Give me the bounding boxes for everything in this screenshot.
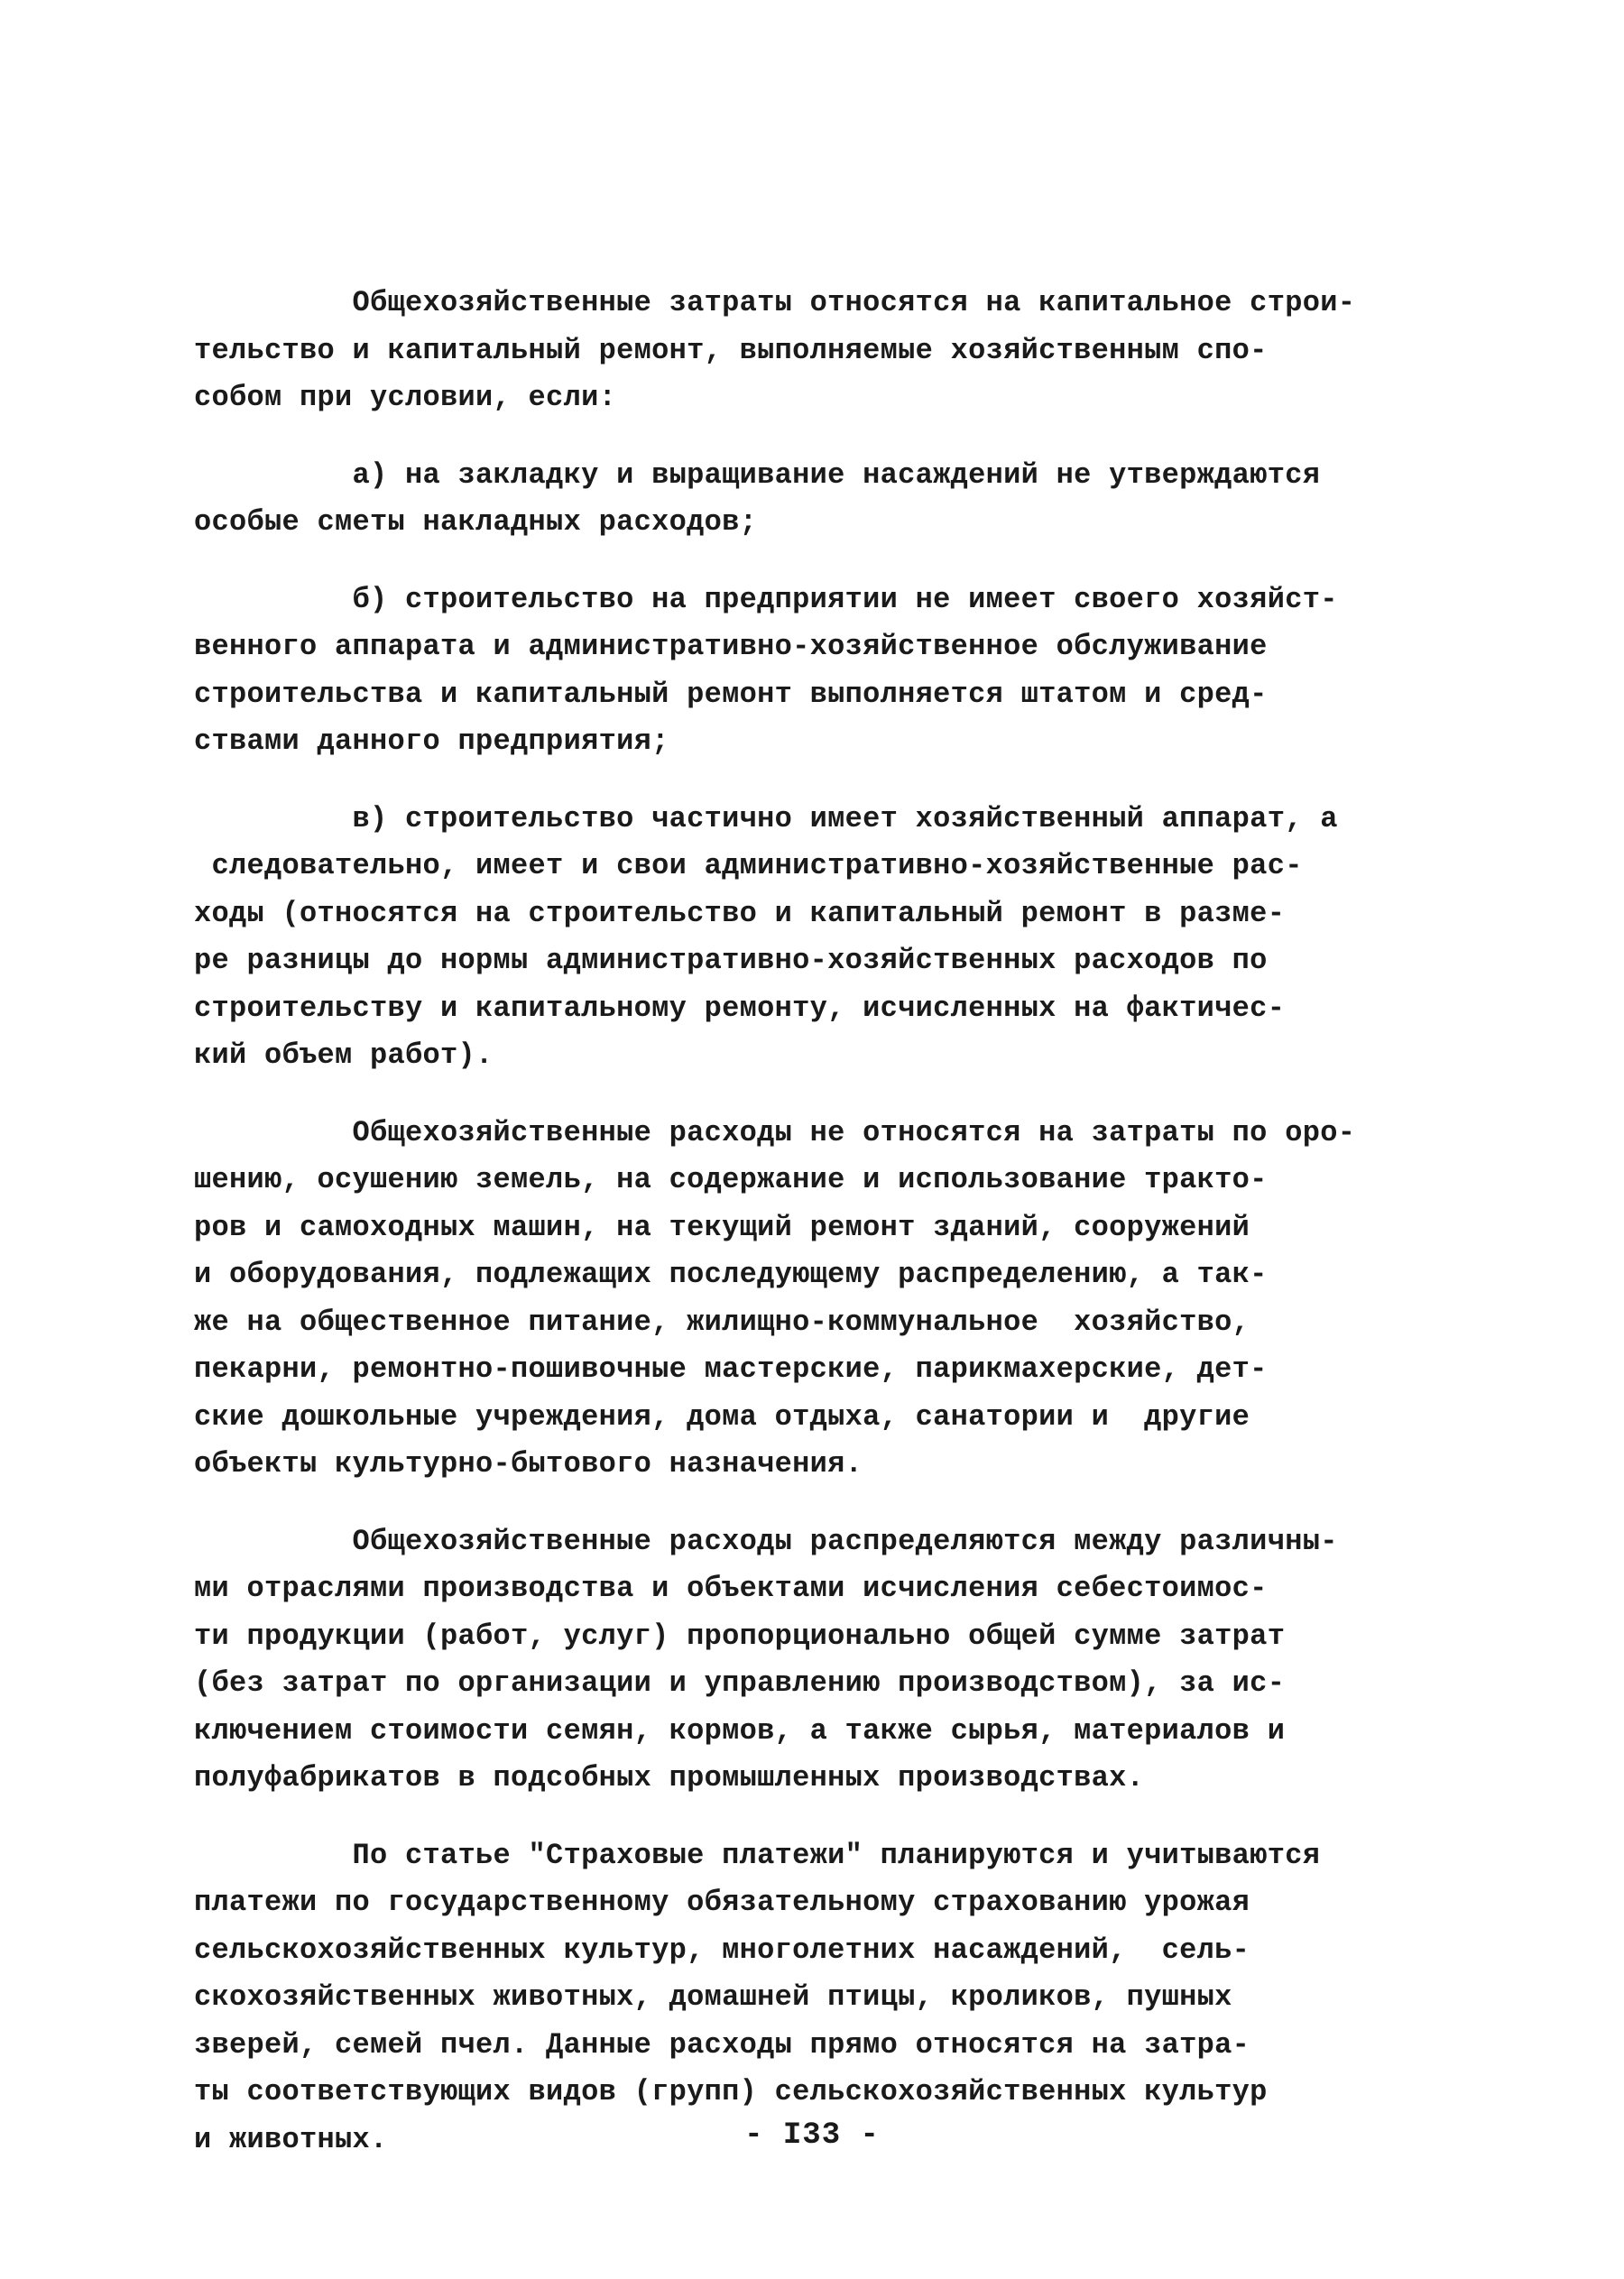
page-number: - I33 - xyxy=(744,2118,880,2153)
paragraph-distribution xyxy=(194,1518,1430,1803)
text-line: шению, осушению земель, на содержание и использование тракто- xyxy=(194,1163,1268,1196)
text-line: кий объем работ). xyxy=(194,1038,494,1072)
text-line: ти продукции (работ, услуг) пропорционально общей сумме затрат xyxy=(194,1619,1286,1653)
text-line: тельство и капитальный ремонт, выполняемые хозяйственным спо- xyxy=(194,333,1268,367)
text-line: По статье "Страховые платежи" планируются и учитываются xyxy=(194,1838,1321,1872)
text-line: ров и самоходных машин, на текущий ремонт зданий, сооружений xyxy=(194,1210,1250,1244)
text-line: особые сметы накладных расходов; xyxy=(194,505,758,539)
paragraph-gap xyxy=(194,766,1430,796)
paragraph-gap xyxy=(194,547,1430,577)
text-line: полуфабрикатов в подсобных промышленных производствах. xyxy=(194,1761,1145,1795)
text-line: ре разницы до нормы административно-хозяйственных расходов по xyxy=(194,944,1268,977)
paragraph-exclusions xyxy=(194,1110,1430,1489)
text-line: следовательно, имеет и свои административно-хозяйственные рас- xyxy=(194,849,1303,882)
text-line: ты соответствующих видов (групп) сельскохозяйственных культур xyxy=(194,2075,1268,2108)
paragraph-gap xyxy=(194,1803,1430,1832)
text-line: и оборудования, подлежащих последующему распределению, а так- xyxy=(194,1258,1268,1291)
text-line: в) строительство частично имеет хозяйственный аппарат, а xyxy=(194,801,1338,835)
text-line: ключением стоимости семян, кормов, а также сырья, материалов и xyxy=(194,1713,1286,1748)
paragraph-item-c xyxy=(194,796,1430,1080)
text-line: Общехозяйственные затраты относятся на капитальное строи- xyxy=(194,286,1356,319)
text-line: платежи по государственному обязательному страхованию урожая xyxy=(194,1886,1250,1919)
text-line: собом при условии, если: xyxy=(194,381,617,414)
paragraph-overhead-allocation-conditions xyxy=(194,280,1430,422)
paragraph-item-b xyxy=(194,577,1430,766)
paragraph-insurance-payments xyxy=(194,1832,1430,2164)
text-line: пекарни, ремонтно-пошивочные мастерские, парикмахерские, дет- xyxy=(194,1352,1268,1386)
text-line: ские дошкольные учреждения, дома отдыха, санатории и другие xyxy=(194,1399,1250,1434)
text-line: Общехозяйственные расходы не относятся на затраты по оро- xyxy=(194,1115,1356,1149)
text-line: а) на закладку и выращивание насаждений не утверждаются xyxy=(194,457,1321,492)
text-line: (без затрат по организации и управлению производством), за ис- xyxy=(194,1666,1286,1700)
text-line: строительства и капитальный ремонт выполняется штатом и сред- xyxy=(194,677,1268,711)
document-body xyxy=(194,280,1430,2164)
text-line: и животных. xyxy=(194,2122,388,2156)
text-line: объекты культурно-бытового назначения. xyxy=(194,1447,863,1481)
text-line: Общехозяйственные расходы распределяются между различны- xyxy=(194,1524,1338,1558)
text-line: б) строительство на предприятии не имеет своего хозяйст- xyxy=(194,582,1338,616)
text-line: ствами данного предприятия; xyxy=(194,724,669,758)
paragraph-gap xyxy=(194,1080,1430,1110)
text-line: зверей, семей пчел. Данные расходы прямо относятся на затра- xyxy=(194,2027,1250,2062)
text-line: строительству и капитальному ремонту, исчисленных на фактичес- xyxy=(194,991,1286,1025)
text-line: скохозяйственных животных, домашней птицы, кроликов, пушных xyxy=(194,1980,1232,2014)
paragraph-gap xyxy=(194,1489,1430,1518)
text-line: ми отраслями производства и объектами исчисления себестоимос- xyxy=(194,1572,1268,1605)
text-line: ходы (относятся на строительство и капитальный ремонт в разме- xyxy=(194,896,1286,930)
text-line: сельскохозяйственных культур, многолетних насаждений, сель- xyxy=(194,1933,1250,1967)
paragraph-item-a xyxy=(194,452,1430,547)
paragraph-gap xyxy=(194,422,1430,452)
text-line: же на общественное питание, жилищно-коммунальное хозяйство, xyxy=(194,1305,1250,1339)
text-line: венного аппарата и административно-хозяйственное обслуживание xyxy=(194,630,1268,663)
